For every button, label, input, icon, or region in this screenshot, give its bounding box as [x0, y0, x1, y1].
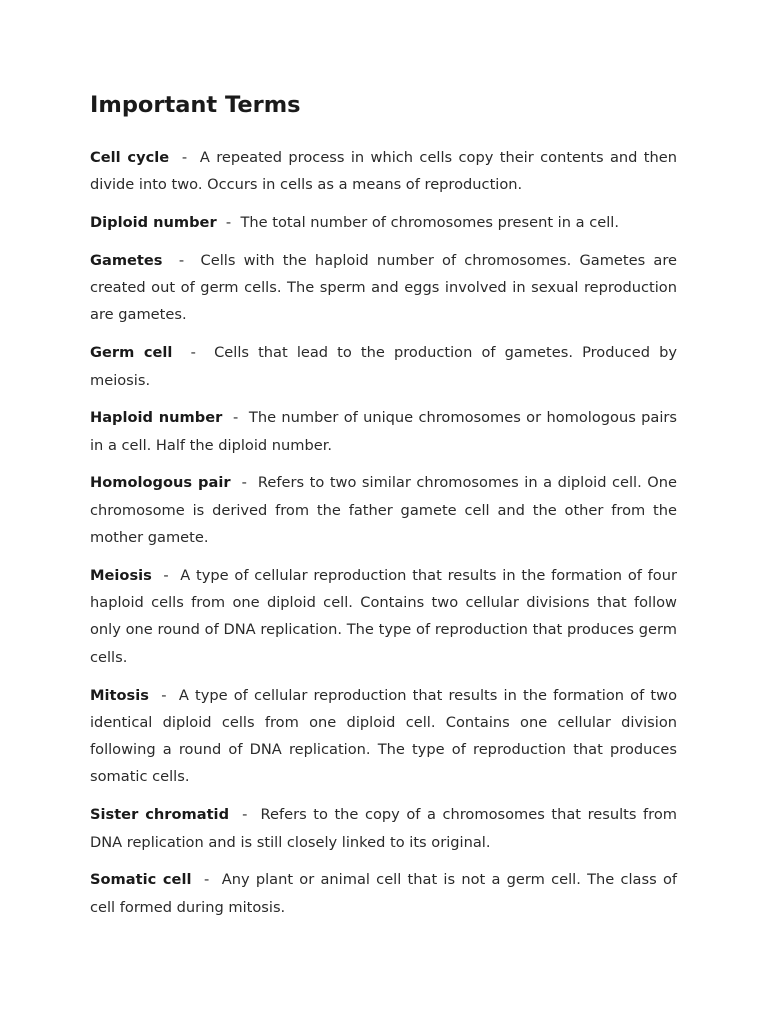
term-name: Cell cycle — [90, 149, 170, 166]
term-sister-chromatid — [90, 801, 677, 856]
term-name: Meiosis — [90, 566, 152, 584]
term-definition: Refers to two similar chromosomes in a diploid cell. One chromosome is derived from the father gamete cell and the other from the mother gamete. — [90, 474, 677, 547]
term-separator: - — [229, 806, 261, 824]
term-name: Somatic cell — [90, 871, 192, 889]
term-separator: - — [148, 686, 179, 704]
term-name: Gametes — [90, 251, 163, 269]
term-name: Diploid number — [90, 214, 217, 232]
term-definition: Any plant or animal cell that is not a germ cell. The class of cell formed during mitosis. — [90, 871, 678, 916]
term-meiosis — [90, 562, 677, 671]
term-separator: - — [230, 474, 258, 492]
term-cell-cycle — [90, 144, 677, 199]
document-page — [90, 88, 677, 931]
term-separator: - — [216, 214, 241, 232]
term-separator: - — [191, 871, 222, 889]
term-definition: Refers to the copy of a chromosomes that results from DNA replication and is still closely linked to its original. — [90, 806, 677, 851]
term-separator: - — [169, 149, 200, 166]
term-name: Sister chromatid — [90, 806, 230, 824]
term-definition: Cells with the haploid number of chromosomes. Gametes are created out of germ cells. The sperm and eggs involved in sexual reproduction are gametes. — [90, 251, 678, 324]
term-definition: A repeated process in which cells copy their contents and then divide into two. Occurs in cells as a means of reproduction. — [90, 149, 677, 194]
term-germ-cell — [90, 339, 677, 394]
term-definition: A type of cellular reproduction that results in the formation of four haploid cells from one diploid cell. Contains two cellular divisions that follow only one round of DNA replication. The type of reproduction that produces germ cells. — [90, 566, 677, 666]
term-separator: - — [162, 251, 201, 269]
term-separator: - — [222, 409, 249, 427]
term-homologous-pair — [90, 469, 677, 551]
page-title: Important Terms — [90, 92, 301, 118]
term-definition: The number of unique chromosomes or homologous pairs in a cell. Half the diploid number. — [90, 409, 677, 454]
term-gametes — [90, 247, 677, 329]
term-name: Germ cell — [90, 344, 173, 362]
term-name: Homologous pair — [90, 474, 231, 492]
term-definition: A type of cellular reproduction that results in the formation of two identical diploid cells from one diploid cell. Contains one cellular division following a round of DNA replication. The type of reproduction that produces somatic cells. — [90, 686, 677, 786]
term-separator: - — [172, 344, 215, 362]
term-name: Haploid number — [90, 409, 223, 427]
term-haploid-number — [90, 404, 677, 459]
term-somatic-cell — [90, 866, 677, 921]
term-separator: - — [151, 566, 181, 584]
term-mitosis — [90, 682, 677, 791]
term-diploid-number — [90, 209, 677, 236]
term-name: Mitosis — [90, 686, 149, 704]
term-definition: The total number of chromosomes present in a cell. — [240, 214, 619, 232]
term-definition: Cells that lead to the production of gametes. Produced by meiosis. — [90, 344, 678, 389]
